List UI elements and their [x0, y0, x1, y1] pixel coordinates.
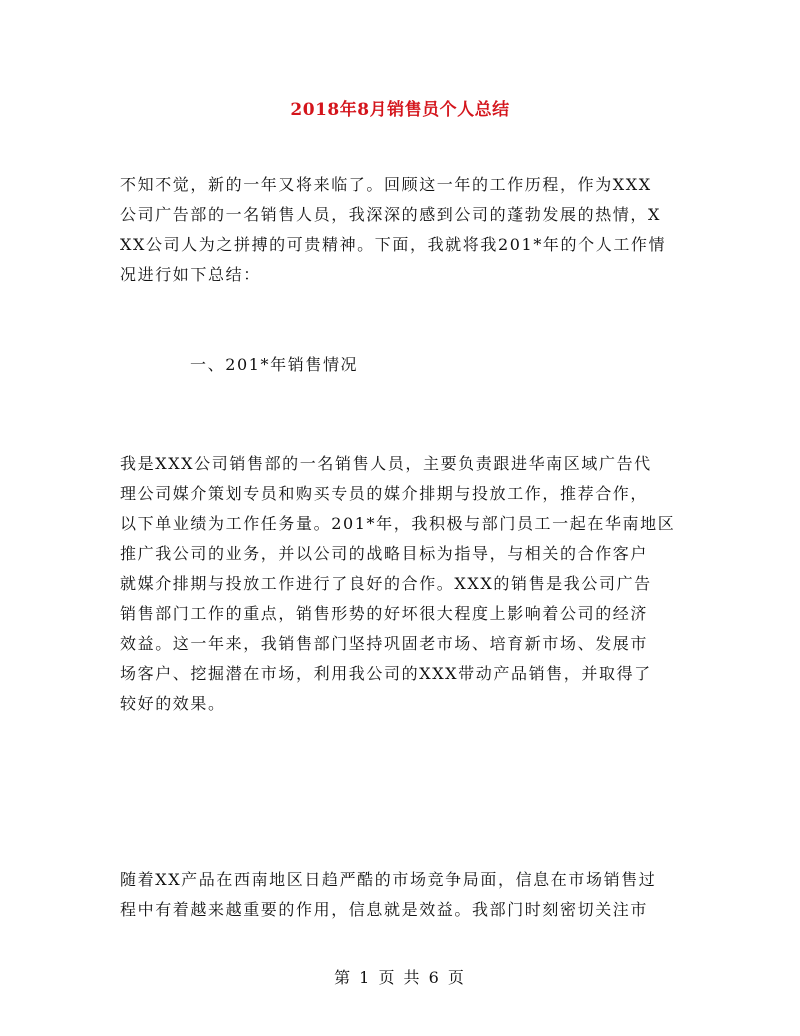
- text-line: 程中有着越来越重要的作用，信息就是效益。我部门时刻密切关注市: [120, 900, 649, 919]
- text-line: 较好的效果。: [120, 694, 226, 713]
- text-line: 不知不觉，新的一年又将来临了。回顾这一年的工作历程，作为XXX: [120, 175, 652, 194]
- text-line: 况进行如下总结：: [120, 265, 261, 284]
- text-line: 销售部门工作的重点，销售形势的好坏很大程度上影响着公司的经济: [120, 604, 649, 623]
- text-line: 公司广告部的一名销售人员，我深深的感到公司的蓬勃发展的热情，X: [120, 205, 661, 224]
- text-line: 以下单业绩为工作任务量。201*年，我积极与部门员工一起在华南地区: [120, 514, 676, 533]
- page-indicator: 第 1 页 共 6 页: [334, 968, 466, 987]
- text-line: 随着XX产品在西南地区日趋严酷的市场竞争局面，信息在市场销售过: [120, 870, 657, 889]
- text-line: 我是XXX公司销售部的一名销售人员，主要负责跟进华南区域广告代: [120, 454, 652, 473]
- market-paragraph: [120, 865, 682, 925]
- text-line: XX公司人为之拼搏的可贵精神。下面，我就将我201*年的个人工作情: [120, 235, 667, 254]
- sales-paragraph: [120, 449, 682, 719]
- document-title: 2018年8月销售员个人总结: [290, 100, 510, 120]
- intro-paragraph: [120, 170, 682, 290]
- text-line: 推广我公司的业务，并以公司的战略目标为指导，与相关的合作客户: [120, 544, 649, 563]
- text-line: 就媒介排期与投放工作进行了良好的合作。XXX的销售是我公司广告: [120, 574, 652, 593]
- text-line: 效益。这一年来，我销售部门坚持巩固老市场、培育新市场、发展市: [120, 634, 649, 653]
- text-line: 理公司媒介策划专员和购买专员的媒介排期与投放工作，推荐合作，: [120, 484, 649, 503]
- text-line: 场客户、挖掘潜在市场，利用我公司的XXX带动产品销售，并取得了: [120, 664, 652, 683]
- section-heading: 一、201*年销售情况: [190, 355, 359, 374]
